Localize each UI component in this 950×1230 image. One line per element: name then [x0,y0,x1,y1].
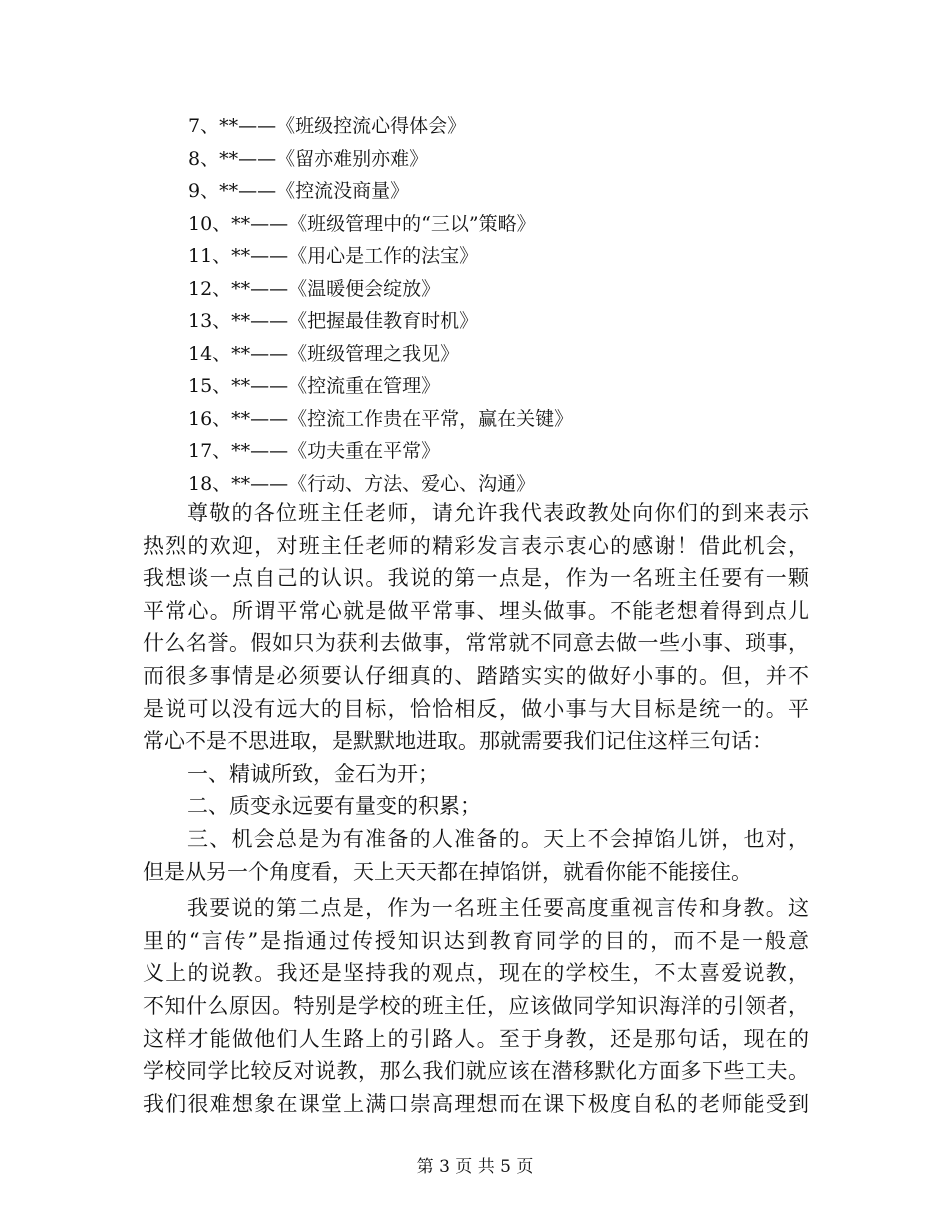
list-item: 14、**——《班级管理之我见》 [188,342,460,365]
point-three [143,823,809,888]
text-line: 这样才能做他们人生路上的引路人。至于身教，还是那句话，现在的 [143,1026,809,1051]
list-item: 12、**——《温暖便会绽放》 [188,277,441,300]
page-footer: 第 3 页 共 5 页 [416,1157,534,1177]
text-line: 不知什么原因。特别是学校的班主任，应该做同学知识海洋的引领者， [143,993,809,1018]
text-line: 义上的说教。我还是坚持我的观点，现在的学校生，不太喜爱说教， [143,961,809,986]
list-item: 17、**——《功夫重在平常》 [188,440,441,462]
text-line: 我要说的第二点是，作为一名班主任要高度重视言传和身教。这 [187,896,809,921]
list-item: 7、**——《班级控流心得体会》 [188,115,467,137]
text-line: 常心不是不思进取，是默默地进取。那就需要我们记住这样三句话： [143,729,773,754]
text-line: 三、机会总是为有准备的人准备的。天上不会掉馅儿饼，也对， [187,826,809,851]
text-line: 是说可以没有远大的目标，恰恰相反，做小事与大目标是统一的。平 [143,696,809,721]
point-one: 一、精诚所致，金石为开； [187,761,439,786]
speaker-list [188,110,828,500]
text-line: 平常心。所谓平常心就是做平常事、埋头做事。不能老想着得到点儿 [143,598,809,623]
paragraph-first-point [143,497,809,758]
text-line: 热烈的欢迎，对班主任老师的精彩发言表示衷心的感谢！借此机会， [143,533,809,558]
text-line: 我们很难想象在课堂上满口崇高理想而在课下极度自私的老师能受到 [143,1091,809,1116]
body-text [143,497,809,1120]
text-line: 学校同学比较反对说教，那么我们就应该在潜移默化方面多下些工夫。 [143,1059,809,1084]
text-line: 里的“言传”是指通过传授知识达到教育同学的目的，而不是一般意 [143,928,809,953]
list-item: 9、**——《控流没商量》 [188,180,410,202]
list-item: 10、**——《班级管理中的“三以”策略》 [188,212,536,235]
point-two: 二、质变永远要有量变的积累； [187,794,481,819]
list-item: 11、**——《用心是工作的法宝》 [188,245,479,267]
text-line: 而很多事情是必须要认仔细真的、踏踏实实的做好小事的。但，并不 [143,663,809,688]
list-item: 15、**——《控流重在管理》 [188,375,441,397]
list-item: 16、**——《控流工作贵在平常，赢在关键》 [188,407,574,430]
list-item: 8、**——《留亦难别亦难》 [188,147,429,170]
text-line: 尊敬的各位班主任老师，请允许我代表政教处向你们的到来表示 [187,501,809,525]
list-item: 18、**——《行动、方法、爱心、沟通》 [188,472,536,495]
paragraph-second-point [143,892,809,1120]
text-line: 什么名誉。假如只为获利去做事，常常就不同意去做一些小事、琐事， [143,631,809,656]
text-line: 我想谈一点自己的认识。我说的第一点是，作为一名班主任要有一颗 [143,566,809,591]
list-item: 13、**——《把握最佳教育时机》 [188,310,479,332]
text-line: 但是从另一个角度看，天上天天都在掉馅饼，就看你能不能接住。 [143,859,752,884]
